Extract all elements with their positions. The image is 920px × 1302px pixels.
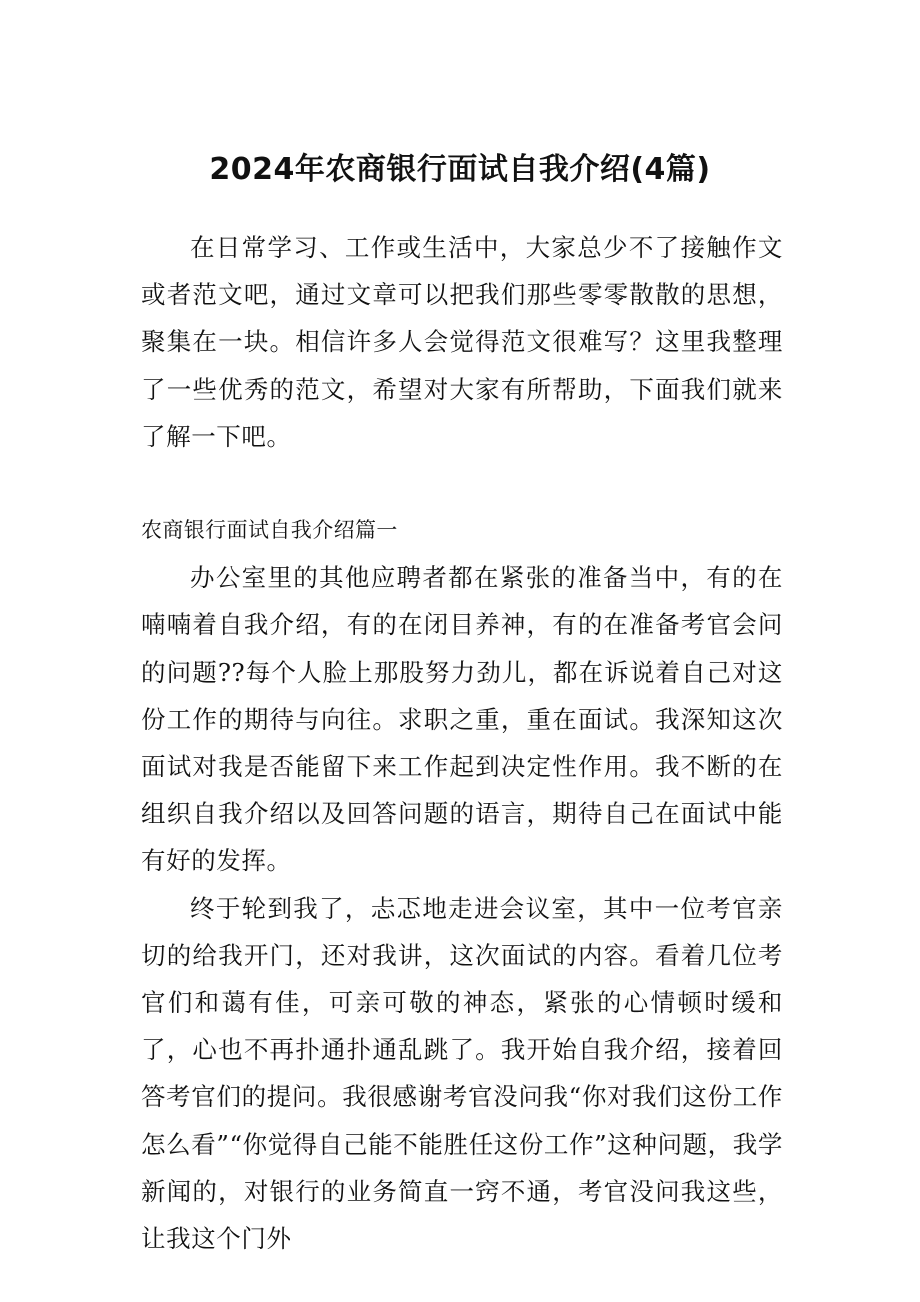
- body-paragraph-1: 办公室里的其他应聘者都在紧张的准备当中，有的在喃喃着自我介绍，有的在闭目养神，有的在准备考官会问的问题??每个人脸上那股努力劲儿，都在诉说着自己对这份工作的期待与向往。求职之重，重在面试。我深知这次面试对我是否能留下来工作起到决定性作用。我不断的在组织自我介绍以及回答问题的语言，期待自己在面试中能有好的发挥。: [141, 563, 783, 876]
- document-title: 2024年农商银行面试自我介绍(4篇): [209, 152, 711, 187]
- body-paragraph-2: 终于轮到我了，忐忑地走进会议室，其中一位考官亲切的给我开门，还对我讲，这次面试的内容。看着几位考官们和蔼有佳，可亲可敬的神态，紧张的心情顿时缓和了，心也不再扑通扑通乱跳了。我开始自我介绍，接着回答考官们的提问。我很感谢考官没问我“你对我们这份工作怎么看”“你觉得自己能不能胜任这份工作”这种问题，我学新闻的，对银行的业务简直一窍不通，考官没问我这些，让我这个门外: [141, 893, 783, 1254]
- intro-paragraph: 在日常学习、工作或生活中，大家总少不了接触作文或者范文吧，通过文章可以把我们那些零零散散的思想，聚集在一块。相信许多人会觉得范文很难写？这里我整理了一些优秀的范文，希望对大家有所帮助，下面我们就来了解一下吧。: [141, 233, 783, 451]
- document-body: [141, 224, 783, 1262]
- section-heading: 农商银行面试自我介绍篇一: [141, 518, 398, 543]
